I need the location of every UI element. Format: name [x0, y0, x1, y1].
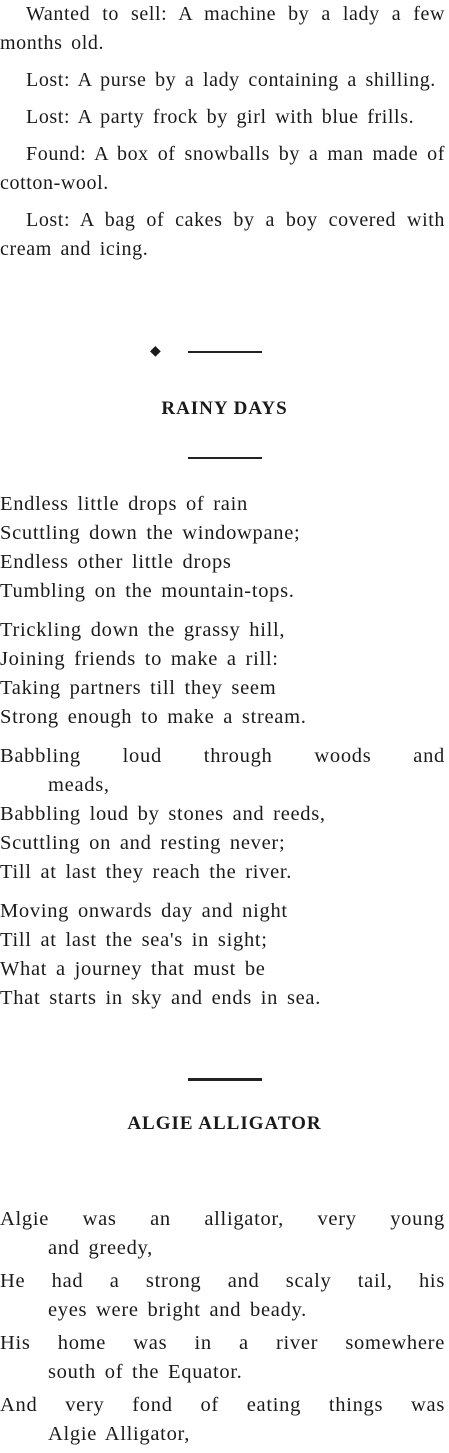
- stanza: [0, 897, 445, 1013]
- poem-line: What a journey that must be: [0, 958, 266, 980]
- ad-item: Wanted to sell: A machine by a lady a few months old.: [0, 3, 445, 54]
- poem-line: Moving onwards day and night: [0, 900, 288, 922]
- poem-line: Algie was an alligator, very young: [0, 1208, 445, 1230]
- ad-item: Lost: A purse by a lady containing a shilling.: [26, 69, 436, 91]
- stanza: [0, 742, 445, 887]
- rainy-days-poem: [0, 490, 445, 1023]
- poem-line: meads,: [48, 774, 110, 796]
- bullet-mark-icon: ◆: [150, 344, 161, 359]
- poem-line: south of the Equator.: [48, 1361, 243, 1383]
- poem-line: And very fond of eating things was: [0, 1394, 445, 1416]
- section-divider: [188, 351, 262, 353]
- poem-line: Trickling down the grassy hill,: [0, 619, 286, 641]
- poem-line: Babbling loud through woods and: [0, 745, 445, 767]
- poem-line: Algie Alligator,: [48, 1423, 191, 1445]
- poem-line: Scuttling on and resting never;: [0, 832, 286, 854]
- poem-line: Till at last they reach the river.: [0, 861, 293, 883]
- poem-line: Endless other little drops: [0, 551, 232, 573]
- section-divider: [188, 1078, 262, 1081]
- algie-alligator-title: ALGIE ALLIGATOR: [127, 1113, 322, 1134]
- poem-line: Joining friends to make a rill:: [0, 648, 279, 670]
- poem-line: Taking partners till they seem: [0, 677, 277, 699]
- poem-entry: [0, 1329, 445, 1387]
- stanza: [0, 616, 445, 732]
- poem-line: Till at last the sea's in sight;: [0, 929, 268, 951]
- classified-ads: [0, 0, 445, 272]
- rainy-days-title: RAINY DAYS: [161, 398, 288, 419]
- poem-line: Babbling loud by stones and reeds,: [0, 803, 326, 825]
- poem-entry: [0, 1205, 445, 1263]
- poem-line: and greedy,: [48, 1237, 153, 1259]
- ad-item: Lost: A bag of cakes by a boy covered with cream and icing.: [0, 209, 445, 260]
- poem-line: His home was in a river somewhere: [0, 1332, 445, 1354]
- algie-alligator-poem: [0, 1205, 445, 1453]
- poem-line: Tumbling on the mountain-tops.: [0, 580, 295, 602]
- poem-entry: [0, 1391, 445, 1449]
- poem-line: Endless little drops of rain: [0, 493, 248, 515]
- poem-line: Scuttling down the windowpane;: [0, 522, 301, 544]
- poem-line: eyes were bright and beady.: [48, 1299, 307, 1321]
- stanza: [0, 490, 445, 606]
- poem-line: Strong enough to make a stream.: [0, 706, 307, 728]
- section-divider: [188, 457, 262, 459]
- ad-item: Found: A box of snowballs by a man made of cotton-wool.: [0, 143, 445, 194]
- poem-entry: [0, 1267, 445, 1325]
- poem-line: That starts in sky and ends in sea.: [0, 987, 322, 1009]
- ad-item: Lost: A party frock by girl with blue frills.: [26, 106, 415, 128]
- poem-line: He had a strong and scaly tail, his: [0, 1270, 445, 1292]
